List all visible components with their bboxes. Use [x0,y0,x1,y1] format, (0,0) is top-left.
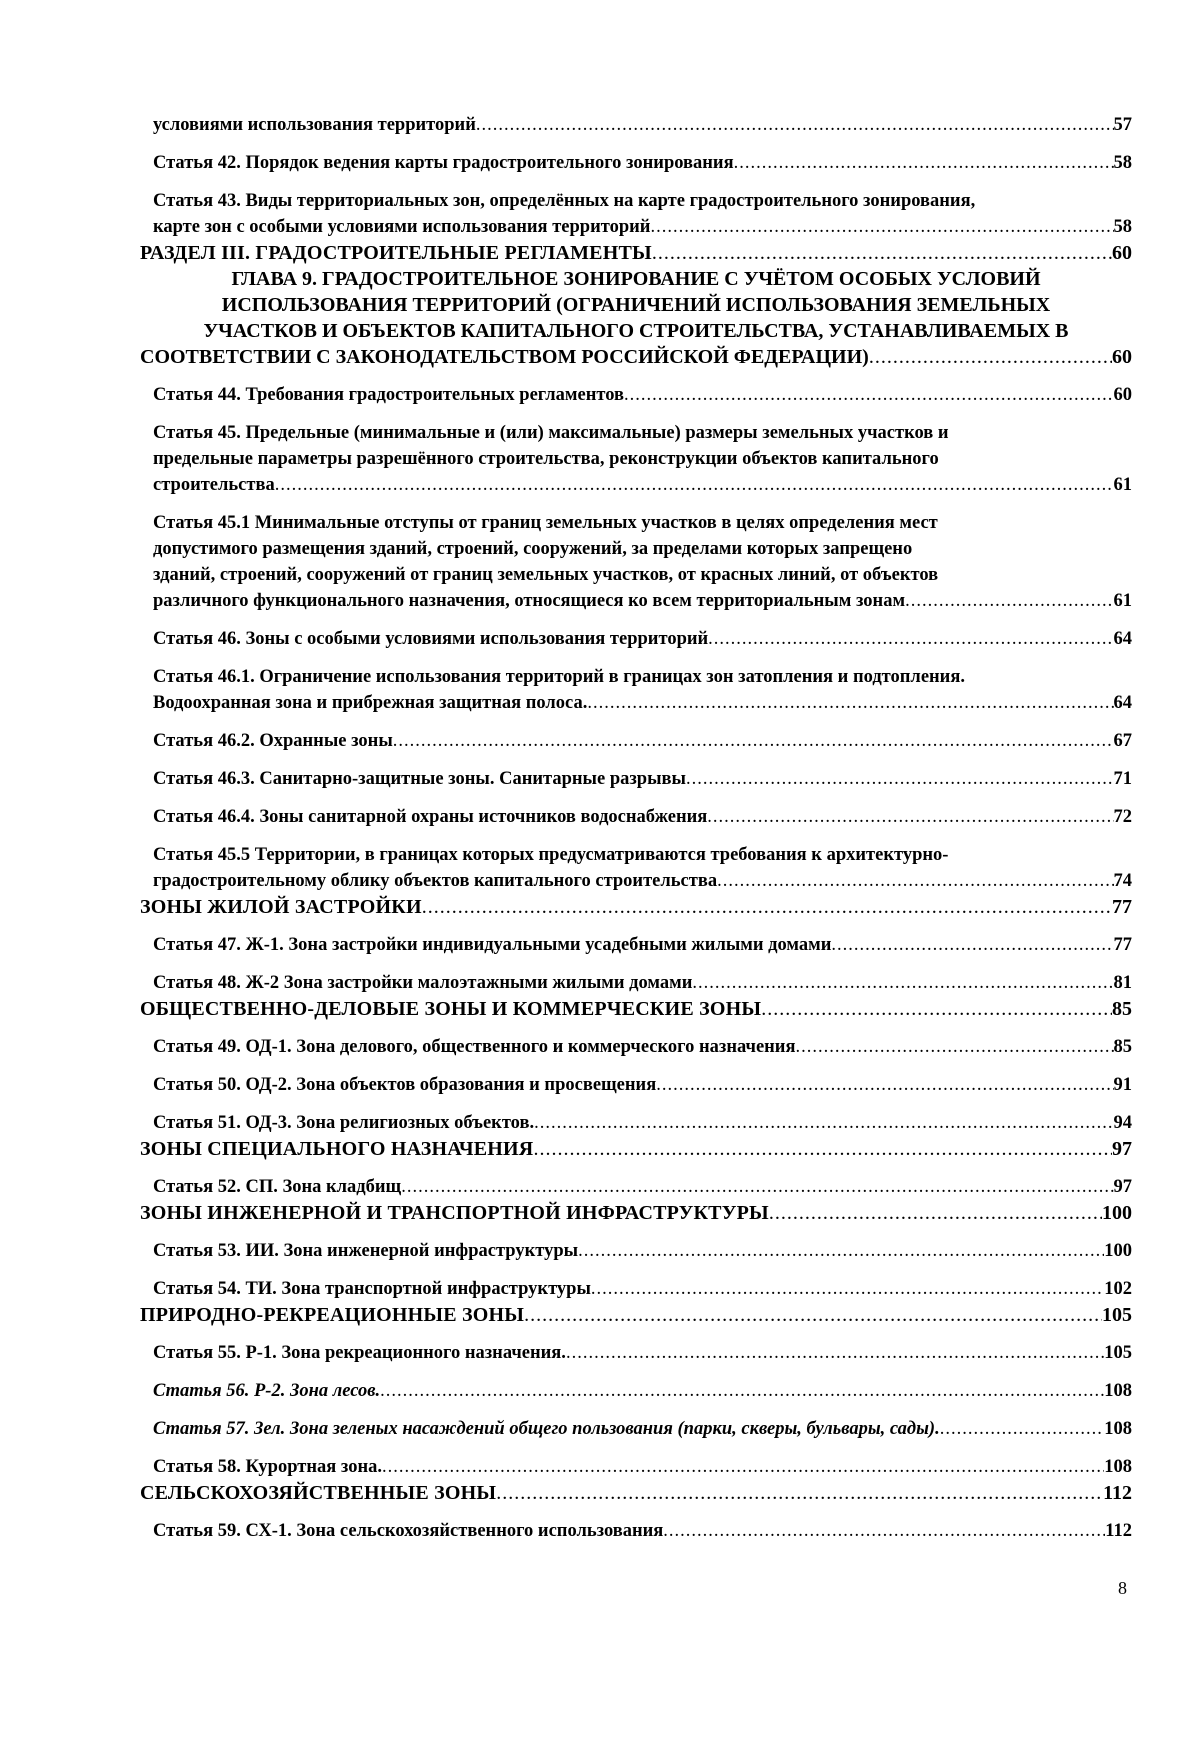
toc-entry-section[interactable] [140,240,1132,266]
dot-leader [591,1276,1104,1302]
toc-entry-title-row [153,382,1132,408]
toc-entry-title-row [153,1110,1132,1136]
toc-entry-page: 105 [1104,1343,1132,1363]
toc-entry-title-row [140,1200,1132,1226]
toc-entry-title-row [140,344,1132,370]
toc-entry-article[interactable] [140,970,1132,996]
toc-entry-line: Статья 43. Виды территориальных зон, определённых на карте градостроительного зонирования, [153,191,976,211]
toc-entry-article[interactable] [140,1110,1132,1136]
toc-entry-title-row [140,996,1132,1022]
dot-leader [692,970,1113,996]
toc-entry-page: 100 [1102,1202,1132,1224]
toc-entry-page: 100 [1104,1241,1132,1261]
toc-entry-title: Статья 42. Порядок ведения карты градостроительного зонирования [153,153,734,173]
toc-entry-page: 112 [1103,1482,1132,1504]
dot-leader [650,214,1113,240]
toc-entry-title-row [153,728,1132,754]
toc-entry-title: Статья 46. Зоны с особыми условиями использования территорий [153,629,709,649]
toc-entry-page: 67 [1113,731,1132,751]
toc-entry-article[interactable] [140,664,1132,716]
toc-entry-line: Статья 45.1 Минимальные отступы от границ земельных участков в целях определения мест [153,513,938,533]
dot-leader [275,472,1114,498]
toc-entry-title: Статья 58. Курортная зона. [153,1457,382,1477]
dot-leader [524,1302,1102,1328]
dot-leader [831,932,1113,958]
toc-entry-title-row [153,214,1132,240]
toc-entry-article[interactable] [140,1416,1132,1442]
toc-entry-page: 60 [1113,385,1132,405]
toc-entry-page: 108 [1104,1419,1132,1439]
toc-entry-page: 85 [1113,1037,1132,1057]
toc-entry-title: Статья 46.4. Зоны санитарной охраны источников водоснабжения [153,807,708,827]
toc-entry-page: 97 [1113,1177,1132,1197]
toc-entry-chapter[interactable] [140,266,1132,370]
toc-entry-line: Статья 46.1. Ограничение использования территорий в границах зон затопления и подтопления. [153,667,965,687]
toc-entry-page: 60 [1112,346,1132,368]
toc-entry-title: Статья 55. Р-1. Зона рекреационного назначения. [153,1343,566,1363]
toc-entry-title-row [153,150,1132,176]
toc-entry-title-row [153,1238,1132,1264]
dot-leader [382,1454,1104,1480]
toc-entry-title: Статья 44. Требования градостроительных регламентов [153,385,624,405]
toc-entry-title-row [140,894,1132,920]
toc-entry-article[interactable] [140,420,1132,498]
toc-entry-page: 58 [1113,153,1132,173]
dot-leader [663,1518,1105,1544]
toc-entry-title-row [153,804,1132,830]
dot-leader [656,1072,1113,1098]
toc-entry-title: ЗОНЫ ИНЖЕНЕРНОЙ И ТРАНСПОРТНОЙ ИНФРАСТРУКТУРЫ [140,1202,769,1224]
dot-leader [380,1378,1104,1404]
toc-entry-title-row [153,766,1132,792]
toc-entry-page: 77 [1113,935,1132,955]
toc-entry-title: СЕЛЬСКОХОЗЯЙСТВЕННЫЕ ЗОНЫ [140,1482,497,1504]
toc-entry-article[interactable] [140,626,1132,652]
toc-entry-page: 97 [1112,1138,1132,1160]
toc-entry-article[interactable] [140,842,1132,894]
toc-entry-line: ГЛАВА 9. ГРАДОСТРОИТЕЛЬНОЕ ЗОНИРОВАНИЕ С УЧЁТОМ ОСОБЫХ УСЛОВИЙ [231,268,1041,290]
toc-entry-line: Статья 45. Предельные (минимальные и (или) максимальные) размеры земельных участков и [153,423,949,443]
dot-leader [686,766,1114,792]
toc-entry-page: 72 [1113,807,1132,827]
toc-entry-title-row [153,112,1132,138]
toc-entry-title-row [140,1480,1132,1506]
page-number: 8 [1118,1578,1127,1598]
toc-entry-title: условиями использования территорий [153,115,476,135]
toc-entry-title: РАЗДЕЛ III. ГРАДОСТРОИТЕЛЬНЫЕ РЕГЛАМЕНТЫ [140,242,652,264]
toc-entry-page: 61 [1113,475,1132,495]
toc-entry-title: Статья 52. СП. Зона кладбищ [153,1177,402,1197]
toc-entry-article[interactable] [140,766,1132,792]
dot-leader [869,344,1112,370]
toc-entry-page: 102 [1104,1279,1132,1299]
toc-entry-article[interactable] [140,932,1132,958]
toc-entry-article[interactable] [140,188,1132,240]
toc-entry-article[interactable] [140,1454,1132,1480]
toc-entry-section[interactable] [140,1480,1132,1506]
toc-entry-title-row [153,472,1132,498]
toc-entry-title-row [153,1034,1132,1060]
toc-entry-article[interactable] [140,1518,1132,1544]
toc-entry-title: Статья 59. СХ-1. Зона сельскохозяйственного использования [153,1521,664,1541]
toc-entry-title: Статья 50. ОД-2. Зона объектов образования и просвещения [153,1075,657,1095]
toc-entry-page: 108 [1104,1381,1132,1401]
table-of-contents [140,112,1132,1544]
toc-entry-title-row [153,588,1132,614]
toc-entry-title: Статья 47. Ж-1. Зона застройки индивидуальными усадебными жилыми домами [153,935,832,955]
toc-entry-title: ОБЩЕСТВЕННО-ДЕЛОВЫЕ ЗОНЫ И КОММЕРЧЕСКИЕ ЗОНЫ [140,998,762,1020]
toc-entry-title-row [153,1174,1132,1200]
toc-entry-page: 85 [1112,998,1132,1020]
dot-leader [652,240,1112,266]
dot-leader [624,382,1114,408]
toc-entry-section[interactable] [140,894,1132,920]
toc-entry-article[interactable] [140,150,1132,176]
dot-leader [534,1110,1113,1136]
toc-entry-title: градостроительному облику объектов капитального строительства [153,871,718,891]
toc-entry-page: 71 [1113,769,1132,789]
toc-entry-article[interactable] [140,1072,1132,1098]
dot-leader [566,1340,1104,1366]
dot-leader [761,996,1112,1022]
toc-entry-article[interactable] [140,804,1132,830]
dot-leader [734,150,1114,176]
dot-leader [401,1174,1113,1200]
toc-entry-article[interactable] [140,112,1132,138]
toc-entry-title: различного функционального назначения, относящиеся ко всем территориальным зонам [153,591,906,611]
toc-entry-title-row [140,240,1132,266]
toc-entry-page: 77 [1112,896,1132,918]
toc-entry-line: зданий, строений, сооружений от границ земельных участков, от красных линий, от объектов [153,565,939,585]
toc-entry-title-row [153,690,1132,716]
toc-entry-title: строительства [153,475,275,495]
toc-entry-title: карте зон с особыми условиями использования территорий [153,217,651,237]
toc-entry-page: 60 [1112,242,1132,264]
toc-entry-title: ЗОНЫ ЖИЛОЙ ЗАСТРОЙКИ [140,896,422,918]
toc-entry-page: 64 [1113,629,1132,649]
toc-entry-title: ПРИРОДНО-РЕКРЕАЦИОННЫЕ ЗОНЫ [140,1304,525,1326]
toc-entry-title-row [153,1276,1132,1302]
toc-entry-title: Статья 49. ОД-1. Зона делового, общественного и коммерческого назначения [153,1037,796,1057]
toc-entry-article[interactable] [140,728,1132,754]
toc-entry-title-row [153,1072,1132,1098]
toc-entry-title-row [140,1302,1132,1328]
toc-entry-title: Статья 53. ИИ. Зона инженерной инфраструктуры [153,1241,579,1261]
toc-entry-page: 61 [1113,591,1132,611]
toc-entry-title: Статья 46.2. Охранные зоны [153,731,393,751]
dot-leader [905,588,1113,614]
toc-entry-page: 94 [1113,1113,1132,1133]
toc-entry-title: ЗОНЫ СПЕЦИАЛЬНОГО НАЗНАЧЕНИЯ [140,1138,534,1160]
toc-entry-line: Статья 45.5 Территории, в границах которых предусматриваются требования к архитектурно- [153,845,949,865]
dot-leader [795,1034,1113,1060]
toc-entry-page: 108 [1104,1457,1132,1477]
dot-leader [707,804,1113,830]
toc-entry-title-row [153,1340,1132,1366]
toc-entry-section[interactable] [140,996,1132,1022]
toc-entry-title: Статья 57. Зел. Зона зеленых насаждений общего пользования (парки, скверы, бульвары, сады). [153,1419,940,1439]
toc-entry-page: 64 [1113,693,1132,713]
toc-entry-title-row [153,932,1132,958]
toc-entry-line: допустимого размещения зданий, строений, сооружений, за пределами которых запрещено [153,539,913,559]
toc-entry-section[interactable] [140,1200,1132,1226]
toc-entry-page: 112 [1105,1521,1132,1541]
toc-entry-page: 58 [1113,217,1132,237]
toc-entry-line: предельные параметры разрешённого строительства, реконструкции объектов капитального [153,449,939,469]
toc-entry-article[interactable] [140,1174,1132,1200]
dot-leader [393,728,1114,754]
toc-entry-section[interactable] [140,1136,1132,1162]
toc-entry-title-row [153,970,1132,996]
toc-entry-title-row [153,1416,1132,1442]
dot-leader [533,1136,1112,1162]
toc-entry-page: 57 [1113,115,1132,135]
toc-entry-article[interactable] [140,510,1132,614]
dot-leader [578,1238,1104,1264]
toc-entry-title-row [153,626,1132,652]
toc-entry-section[interactable] [140,1302,1132,1328]
dot-leader [769,1200,1102,1226]
dot-leader [708,626,1113,652]
toc-entry-title-row [153,1518,1132,1544]
dot-leader [587,690,1113,716]
toc-entry-title: Статья 48. Ж-2 Зона застройки малоэтажными жилыми домами [153,973,693,993]
toc-entry-page: 91 [1113,1075,1132,1095]
toc-entry-title-row [140,1136,1132,1162]
toc-entry-title: Статья 54. ТИ. Зона транспортной инфраструктуры [153,1279,591,1299]
toc-entry-page: 81 [1113,973,1132,993]
toc-entry-title: СООТВЕТСТВИИ С ЗАКОНОДАТЕЛЬСТВОМ РОССИЙСКОЙ ФЕДЕРАЦИИ) [140,346,869,368]
toc-entry-line: УЧАСТКОВ И ОБЪЕКТОВ КАПИТАЛЬНОГО СТРОИТЕЛЬСТВА, УСТАНАВЛИВАЕМЫХ В [203,320,1069,342]
dot-leader [940,1416,1105,1442]
toc-entry-page: 105 [1102,1304,1132,1326]
dot-leader [496,1480,1103,1506]
dot-leader [717,868,1113,894]
dot-leader [476,112,1114,138]
toc-entry-title: Статья 56. Р-2. Зона лесов. [153,1381,381,1401]
toc-entry-title-row [153,868,1132,894]
toc-entry-article[interactable] [140,1340,1132,1366]
toc-entry-page: 74 [1113,871,1132,891]
toc-entry-line: ИСПОЛЬЗОВАНИЯ ТЕРРИТОРИЙ (ОГРАНИЧЕНИЙ ИСПОЛЬЗОВАНИЯ ЗЕМЕЛЬНЫХ [221,294,1051,316]
toc-entry-article[interactable] [140,382,1132,408]
toc-entry-title: Водоохранная зона и прибрежная защитная полоса. [153,693,588,713]
dot-leader [422,894,1112,920]
toc-entry-article[interactable] [140,1238,1132,1264]
toc-entry-title-row [153,1378,1132,1404]
toc-entry-article[interactable] [140,1276,1132,1302]
toc-entry-title: Статья 51. ОД-3. Зона религиозных объектов. [153,1113,535,1133]
toc-entry-article[interactable] [140,1034,1132,1060]
toc-entry-title-row [153,1454,1132,1480]
toc-entry-title: Статья 46.3. Санитарно-защитные зоны. Санитарные разрывы [153,769,686,789]
toc-entry-article[interactable] [140,1378,1132,1404]
